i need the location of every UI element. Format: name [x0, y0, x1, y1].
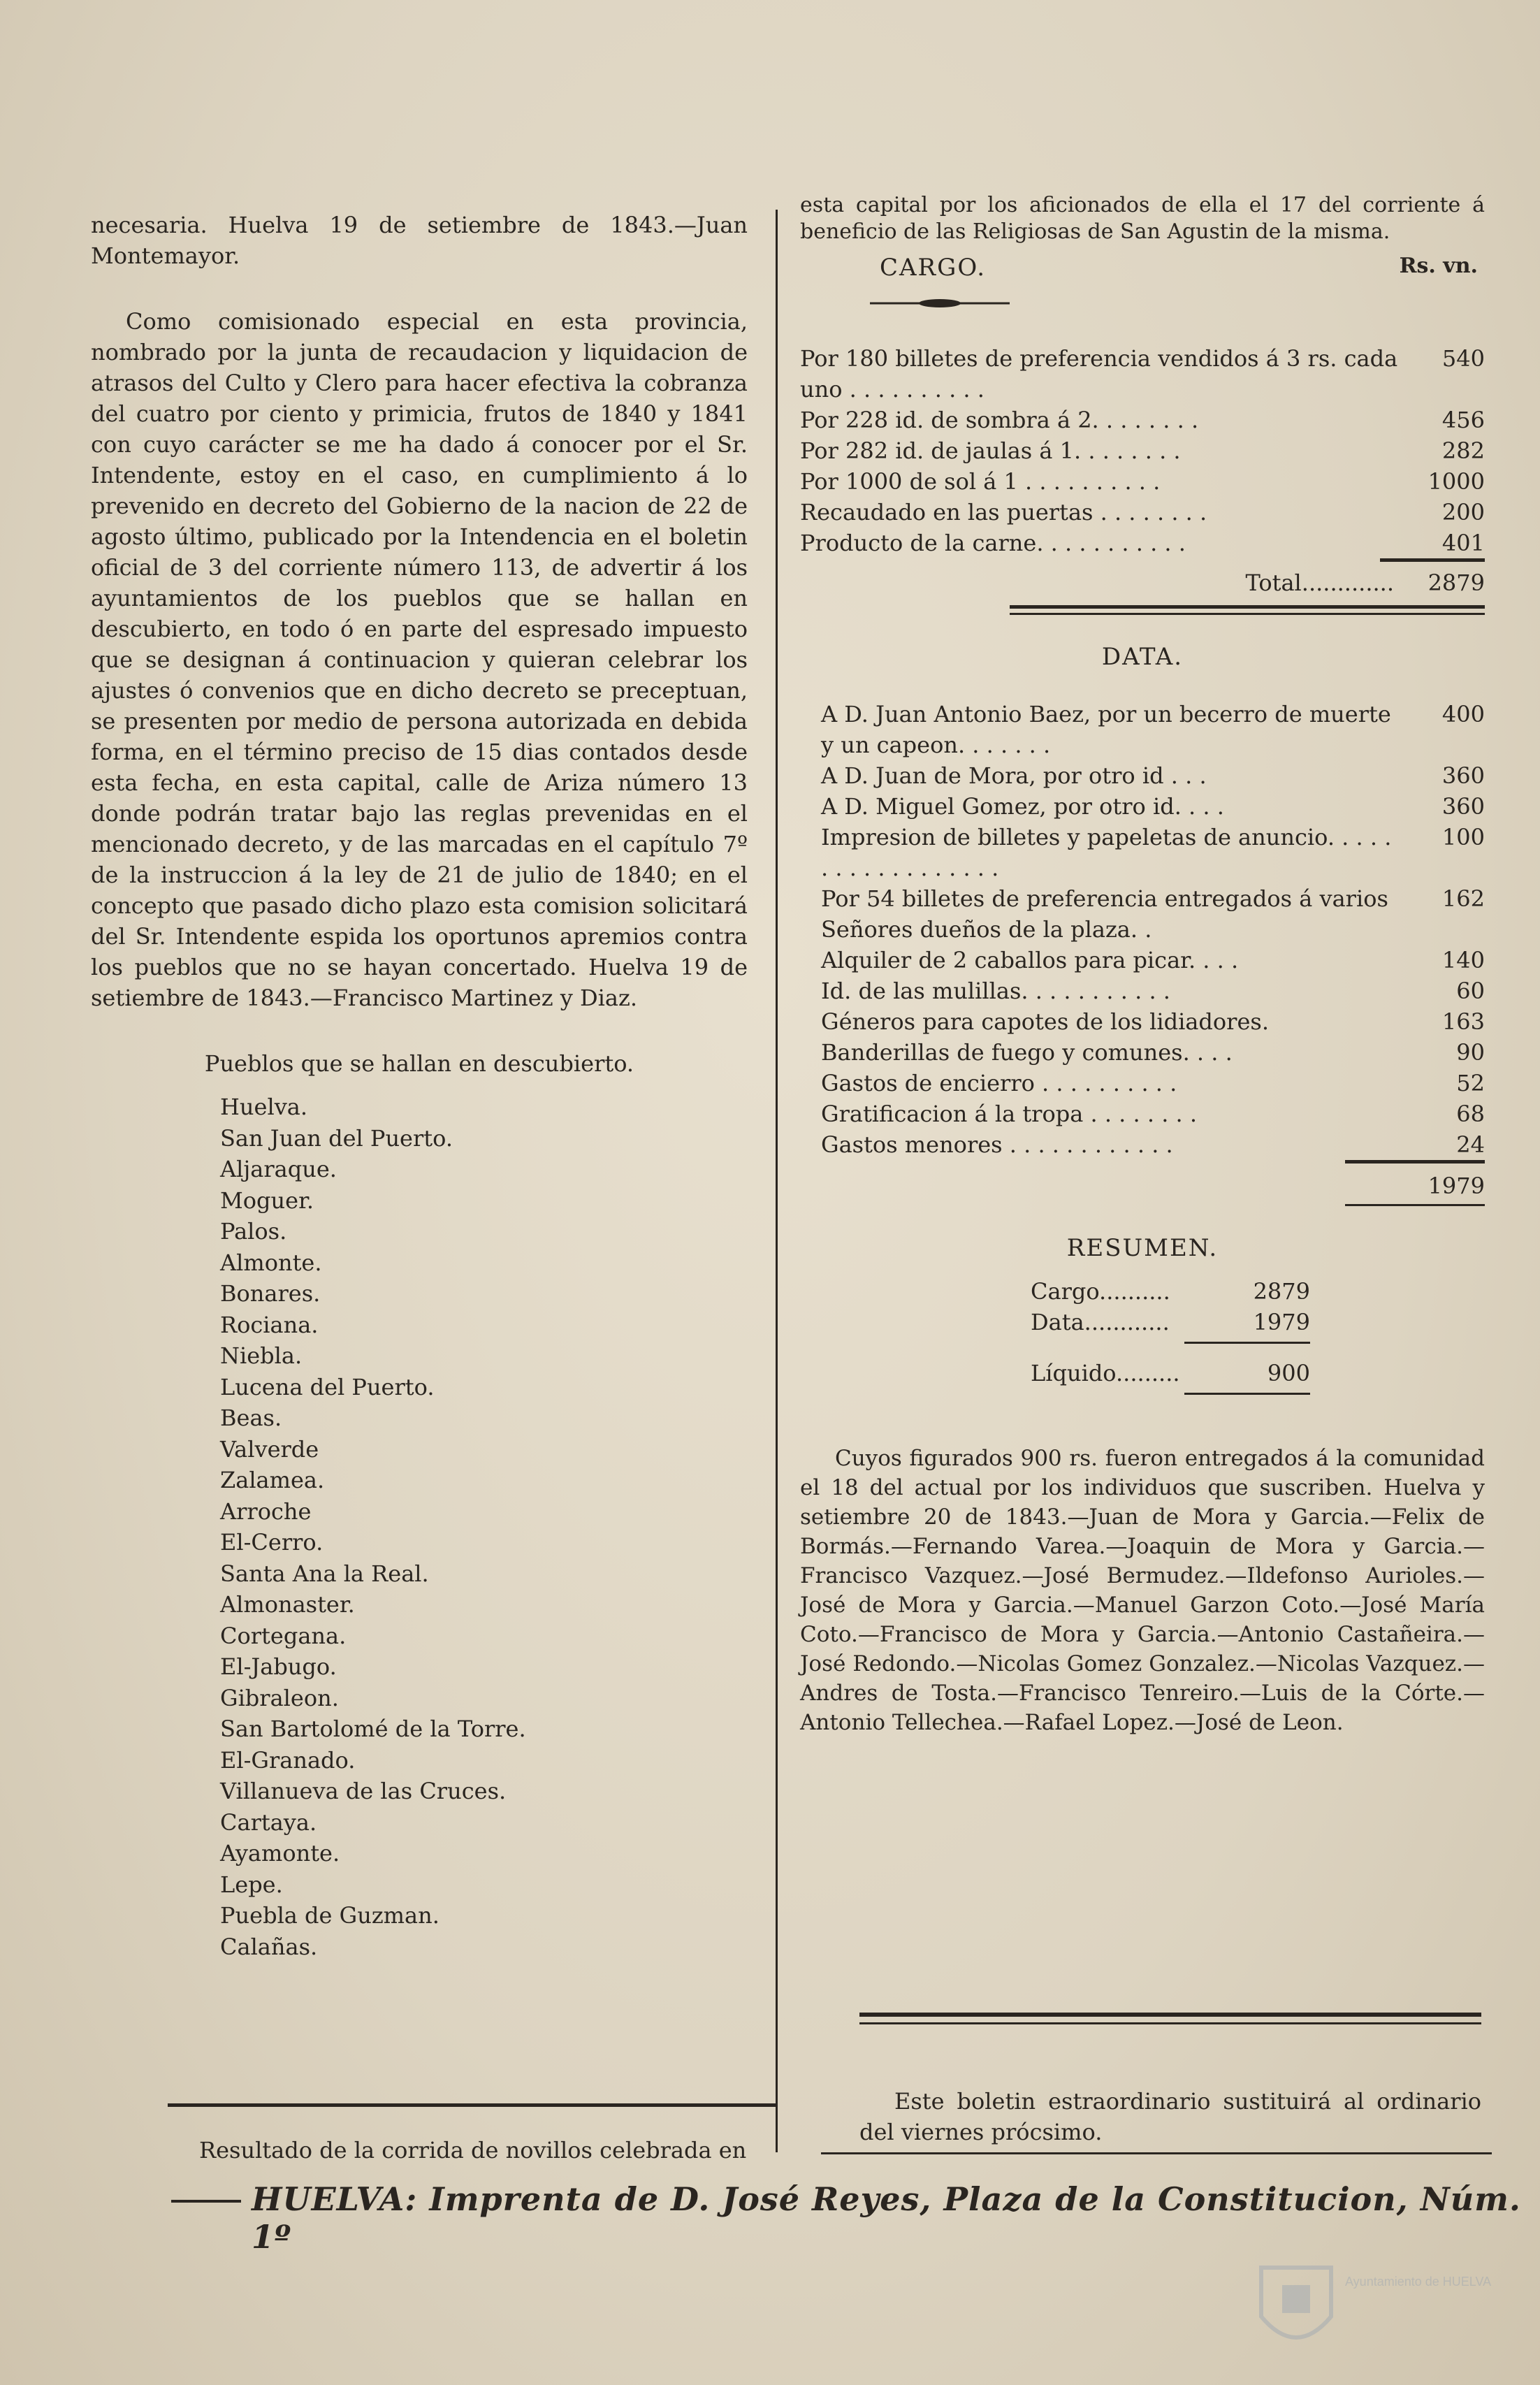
data-item-row [821, 1037, 1485, 1068]
resumen-block [1031, 1276, 1310, 1395]
cargo-item-row [800, 466, 1485, 497]
data-item-row [821, 976, 1485, 1006]
cargo-item-row [800, 435, 1485, 466]
resumen-cargo-label: Cargo.......... [1031, 1278, 1170, 1305]
data-item-row [821, 1006, 1485, 1037]
data-item-label: Impresion de billetes y papeletas de anuncio. . . . . . . . . . . . . . . . . . [821, 824, 1392, 881]
cargo-double-rule [1010, 605, 1485, 609]
data-item-row [821, 791, 1485, 822]
data-item-value: 162 [1441, 885, 1485, 912]
data-item-value: 24 [1456, 1131, 1485, 1158]
resumen-data-label: Data............ [1031, 1309, 1170, 1335]
data-item-row [821, 945, 1485, 976]
currency-label: Rs. vn. [1399, 254, 1478, 278]
town-item: Puebla de Guzman. [220, 1902, 440, 1929]
cargo-item-row [800, 343, 1485, 405]
cargo-item-value: 401 [1441, 530, 1485, 556]
town-item: Cartaya. [220, 1808, 317, 1836]
town-item: Beas. [220, 1405, 282, 1431]
resumen-heading: RESUMEN. [1066, 1234, 1219, 1262]
cargo-item-label: Por 1000 de sol á 1 . . . . . . . . . . [800, 468, 1161, 495]
data-item-value: 360 [1441, 762, 1485, 789]
town-item: Arroche [220, 1498, 312, 1525]
towns-list [220, 1092, 748, 1962]
town-item: El-Granado. [220, 1746, 356, 1774]
data-item-value: 90 [1456, 1039, 1485, 1066]
town-item: Calañas. [220, 1933, 318, 1960]
cargo-item-value: 540 [1441, 345, 1485, 372]
right-column [800, 192, 1485, 1737]
data-item-value: 100 [1441, 824, 1485, 850]
cargo-item-row [800, 405, 1485, 435]
data-item-label: Banderillas de fuego y comunes. . . . [821, 1039, 1233, 1066]
data-item-label: A D. Juan de Mora, por otro id . . . [821, 762, 1207, 789]
cargo-item-row [800, 497, 1485, 528]
town-item: El-Cerro. [220, 1529, 324, 1556]
watermark-text: Ayuntamiento de HUELVA [1345, 2275, 1492, 2289]
data-total-value: 1979 [1428, 1173, 1485, 1199]
corrida-heading: Resultado de la corrida de novillos celebrada en [199, 2137, 747, 2163]
town-item: Bonares. [220, 1280, 321, 1307]
data-item-row [821, 1129, 1485, 1160]
town-item: Ayamonte. [220, 1840, 340, 1866]
data-item-row [821, 1099, 1485, 1129]
data-item-row [821, 699, 1485, 760]
resumen-liquido-value: 900 [1267, 1360, 1310, 1386]
town-item: San Bartolomé de la Torre. [220, 1716, 526, 1742]
data-item-row [821, 822, 1485, 883]
town-item: El-Jabugo. [220, 1653, 337, 1680]
data-item-row [821, 760, 1485, 791]
cargo-item-label: Recaudado en las puertas . . . . . . . . [800, 499, 1207, 525]
column-divider [776, 210, 778, 2152]
data-item-label: Gastos de encierro . . . . . . . . . . [821, 1070, 1177, 1096]
resumen-data-value: 1979 [1253, 1309, 1310, 1335]
cargo-total-label: Total............. [1245, 570, 1394, 596]
cargo-item-row [800, 528, 1485, 558]
data-sum-rule [1345, 1160, 1485, 1163]
left-column [91, 210, 748, 1962]
cargo-item-label: Por 282 id. de jaulas á 1. . . . . . . . [800, 437, 1181, 464]
town-item: Gibraleon. [220, 1684, 339, 1711]
cargo-item-value: 282 [1441, 437, 1485, 464]
data-item-value: 52 [1456, 1070, 1485, 1096]
data-item-label: Gastos menores . . . . . . . . . . . . [821, 1131, 1173, 1158]
town-item: Almonte. [220, 1249, 322, 1276]
cargo-item-value: 1000 [1428, 468, 1485, 495]
signatures-paragraph: Cuyos figurados 900 rs. fueron entregados á la comunidad el 18 del actual por los individuos que suscriben. Huelva y setiembre 20 de 1843.—Juan de Mora y Garcia.—Felix de Bormás.—Fernando Varea.—Joaquin de Mora y Garcia.—Francisco Vazquez.—José Bermudez.—Ildefonso Aurioles.—José de Mora y Garcia.—Manuel Garzon Coto.—José María Coto.—Francisco de Mora y Garcia.—Antonio Castañeira.—José Redondo.—Nicolas Gomez Gonzalez.—Nicolas Vazquez.—Andres de Tosta.—Francisco Tenreiro.—Luis de la Córte.—Antonio Tellechea.—Rafael Lopez.—José de Leon. [800, 1446, 1485, 1735]
cargo-item-value: 456 [1441, 407, 1485, 433]
town-item: Huelva. [220, 1094, 308, 1120]
cargo-total-value: 2879 [1428, 570, 1485, 596]
data-item-label: A D. Miguel Gomez, por otro id. . . . [821, 793, 1224, 820]
resumen-cargo-value: 2879 [1253, 1278, 1310, 1305]
right-intro: esta capital por los aficionados de ella el 17 del corriente á beneficio de las Religiosas de San Agustin de la misma. [800, 193, 1485, 244]
data-item-label: Alquiler de 2 caballos para picar. . . . [821, 947, 1239, 973]
town-item: Moguer. [220, 1187, 314, 1214]
resumen-liquido-label: Líquido......... [1031, 1360, 1180, 1386]
crest-icon [1254, 2254, 1338, 2358]
data-item-value: 60 [1456, 978, 1485, 1004]
data-item-value: 400 [1441, 701, 1485, 727]
watermark-seal [1254, 2254, 1492, 2358]
data-heading: DATA. [1101, 643, 1184, 671]
town-item: Niebla. [220, 1342, 303, 1369]
towns-heading: Pueblos que se hallan en descubierto. [204, 1050, 634, 1077]
town-item: Cortegana. [220, 1622, 347, 1649]
cargo-list [800, 343, 1485, 558]
cargo-sum-rule [1380, 558, 1485, 562]
town-item: Valverde [220, 1435, 319, 1463]
town-item: Villanueva de las Cruces. [220, 1778, 507, 1804]
town-item: Lucena del Puerto. [220, 1373, 435, 1400]
data-item-row [821, 1068, 1485, 1099]
closing-note: Este boletin estraordinario sustituirá al ordinario del viernes prócsimo. [859, 2088, 1481, 2145]
town-item: Zalamea. [220, 1467, 325, 1493]
data-item-value: 163 [1441, 1008, 1485, 1035]
town-item: Almonaster. [220, 1591, 355, 1618]
data-item-value: 140 [1441, 947, 1485, 973]
left-bottom-rule [168, 2103, 776, 2107]
cargo-item-value: 200 [1441, 499, 1485, 525]
town-item: San Juan del Puerto. [220, 1124, 453, 1152]
data-item-row [821, 883, 1485, 945]
commission-notice: Como comisionado especial en esta provincia, nombrado por la junta de recaudacion y liquidacion de atrasos del Culto y Clero para hacer efectiva la cobranza del cuatro por ciento y primicia, frutos de 1840 y 1841 con cuyo carácter se me ha dado á conocer por el Sr. Intendente, estoy en el caso, en cumplimiento á lo prevenido en decreto del Gobierno de la nacion de 22 de agosto último, publicado por la Intendencia en el boletin oficial de 3 del corriente número 113, de advertir á los ayuntamientos de los pueblos que se hallan en descubierto, en todo ó en parte del espresado impuesto que se designan á continuacion y quieran celebrar los ajustes ó convenios que en dicho decreto se preceptuan, se presenten por medio de persona autorizada en debida forma, en el término preciso de 15 dias contados desde esta fecha, en esta capital, calle de Ariza número 13 donde podrán tratar bajo las reglas prevenidas en el mencionado decreto, y de las marcadas en el capítulo 7º de la instruccion á la ley de 21 de julio de 1840; en el concepto que pasado dicho plazo esta comision solicitará del Sr. Intendente espida los oportunos apremios contra los pueblos que no se hayan concertado. Huelva 19 de setiembre de 1843.—Francisco Martinez y Diaz. [91, 308, 748, 1011]
data-item-label: Id. de las mulillas. . . . . . . . . . . [821, 978, 1170, 1004]
data-item-label: Géneros para capotes de los lidiadores. [821, 1008, 1269, 1035]
town-item: Lepe. [220, 1871, 283, 1898]
ornament-icon [870, 298, 1010, 308]
right-bottom-rule [859, 2013, 1481, 2017]
town-item: Santa Ana la Real. [220, 1560, 429, 1587]
cargo-item-label: Por 228 id. de sombra á 2. . . . . . . . [800, 407, 1199, 433]
data-item-label: A D. Juan Antonio Baez, por un becerro de muerte y un capeon. . . . . . . [821, 701, 1391, 758]
cargo-item-label: Producto de la carne. . . . . . . . . . . [800, 530, 1186, 556]
town-item: Rociana. [220, 1311, 319, 1338]
cargo-item-label: Por 180 billetes de preferencia vendidos á 3 rs. cada uno . . . . . . . . . . [800, 345, 1398, 403]
data-total-row [800, 1170, 1485, 1201]
left-intro: necesaria. Huelva 19 de setiembre de 1843.—Juan Montemayor. [91, 212, 748, 269]
data-item-label: Gratificacion á la tropa . . . . . . . . [821, 1101, 1198, 1127]
data-item-value: 360 [1441, 793, 1485, 820]
town-item: Aljaraque. [220, 1156, 337, 1182]
town-item: Palos. [220, 1218, 287, 1245]
printer-imprint: HUELVA: Imprenta de D. José Reyes, Plaza de la Constitucion, Núm. 1º [252, 2180, 1521, 2256]
cargo-heading: CARGO. [879, 254, 987, 282]
data-item-value: 68 [1456, 1101, 1485, 1127]
data-item-label: Por 54 billetes de preferencia entregados á varios Señores dueños de la plaza. . [821, 885, 1388, 943]
data-list [800, 699, 1485, 1160]
cargo-total-row [800, 567, 1485, 598]
